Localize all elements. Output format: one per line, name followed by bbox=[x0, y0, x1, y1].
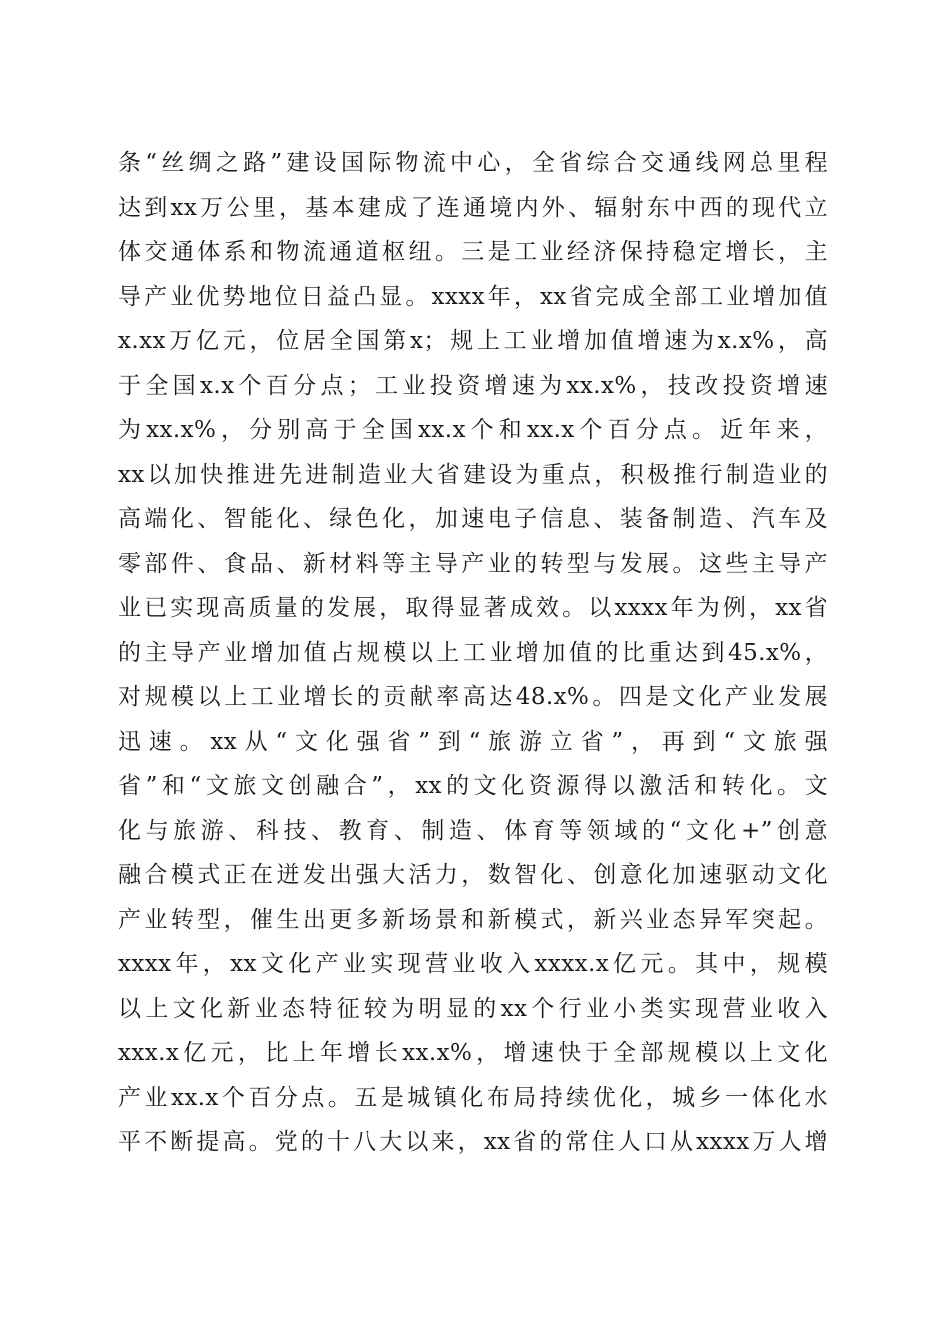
text-line: 为xx.x%，分别高于全国xx.x个和xx.x个百分点。近年来， bbox=[118, 417, 828, 443]
text-line: 省”和“文旅文创融合”，xx的文化资源得以激活和转化。文 bbox=[118, 773, 828, 799]
body-paragraph bbox=[118, 141, 828, 1165]
text-line: 产业xx.x个百分点。五是城镇化布局持续优化，城乡一体化水 bbox=[118, 1084, 828, 1111]
text-line: 体交通体系和物流通道枢纽。三是工业经济保持稳定增长，主 bbox=[118, 239, 828, 265]
text-line: 高端化、智能化、绿色化，加速电子信息、装备制造、汽车及 bbox=[118, 506, 828, 532]
text-line: 以上文化新业态特征较为明显的xx个行业小类实现营业收入 bbox=[118, 995, 828, 1022]
text-line: 融合模式正在迸发出强大活力，数智化、创意化加速驱动文化 bbox=[118, 862, 828, 888]
text-line: xxx.x亿元，比上年增长xx.x%，增速快于全部规模以上文化 bbox=[118, 1040, 828, 1066]
text-line: 产业转型，催生出更多新场景和新模式，新兴业态异军突起。 bbox=[118, 906, 828, 933]
text-line: 条“丝绸之路”建设国际物流中心，全省综合交通线网总里程 bbox=[118, 150, 828, 176]
text-line: 的主导产业增加值占规模以上工业增加值的比重达到45.x%， bbox=[118, 639, 828, 666]
text-line: 化与旅游、科技、教育、制造、体育等领域的“文化+”创意 bbox=[118, 817, 828, 844]
text-line: x.xx万亿元，位居全国第x；规上工业增加值增速为x.x%，高 bbox=[118, 328, 828, 354]
text-line: 迅速。xx从“文化强省”到“旅游立省”，再到“文旅强 bbox=[118, 728, 828, 755]
text-line: 零部件、食品、新材料等主导产业的转型与发展。这些主导产 bbox=[118, 550, 828, 577]
text-line: 导产业优势地位日益凸显。xxxx年，xx省完成全部工业增加值 bbox=[118, 283, 828, 310]
text-line: xx以加快推进先进制造业大省建设为重点，积极推行制造业的 bbox=[118, 461, 828, 488]
text-line: 业已实现高质量的发展，取得显著成效。以xxxx年为例，xx省 bbox=[118, 595, 828, 621]
text-line: 平不断提高。党的十八大以来，xx省的常住人口从xxxx万人增 bbox=[118, 1129, 828, 1155]
text-line: xxxx年，xx文化产业实现营业收入xxxx.x亿元。其中，规模 bbox=[118, 951, 828, 977]
text-line: 对规模以上工业增长的贡献率高达48.x%。四是文化产业发展 bbox=[118, 684, 828, 710]
text-line: 于全国x.x个百分点；工业投资增速为xx.x%，技改投资增速 bbox=[118, 372, 828, 399]
text-line: 达到xx万公里，基本建成了连通境内外、辐射东中西的现代立 bbox=[118, 194, 828, 221]
